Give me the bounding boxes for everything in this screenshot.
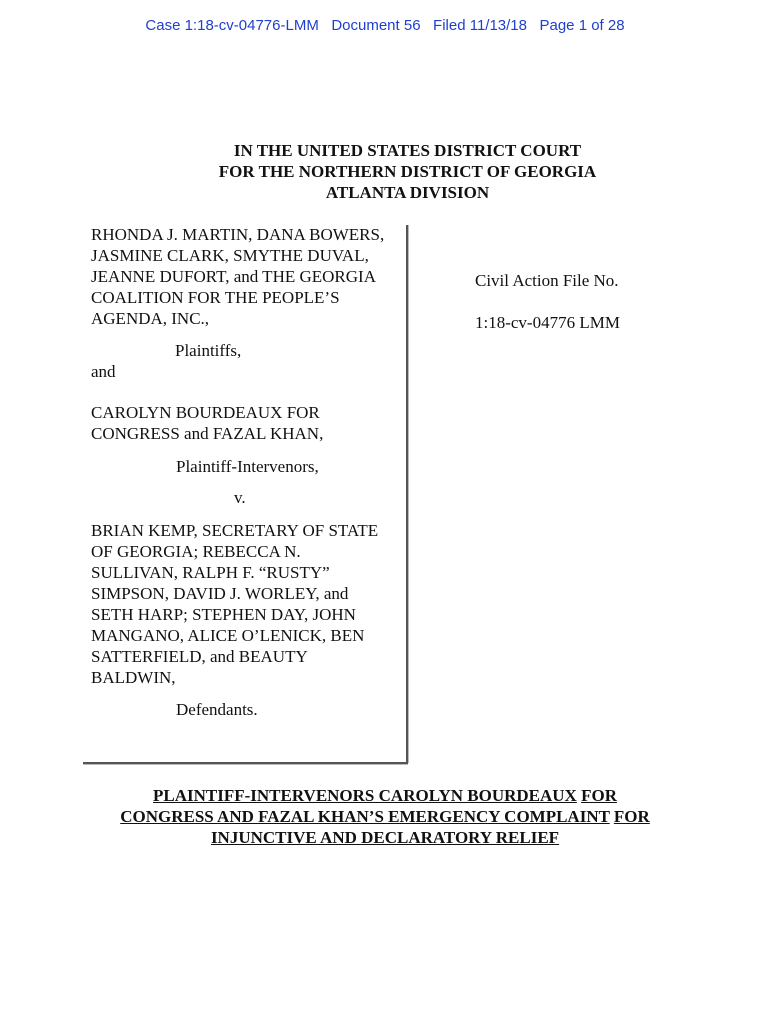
- plaintiffs-line: JEANNE DUFORT, and THE GEORGIA: [91, 267, 376, 286]
- plaintiffs-label: Plaintiffs,: [175, 341, 242, 360]
- title-line-2-main: CONGRESS AND FAZAL KHAN’S EMERGENCY COMPLAINT: [120, 807, 610, 826]
- defendants-line: BRIAN KEMP, SECRETARY OF STATE: [91, 521, 379, 540]
- intervenors-label: Plaintiff-Intervenors,: [176, 457, 319, 476]
- court-heading-line-1: IN THE UNITED STATES DISTRICT COURT: [233, 141, 582, 160]
- plaintiffs-line: RHONDA J. MARTIN, DANA BOWERS,: [91, 225, 385, 244]
- caption-horizontal-rule: [83, 762, 408, 764]
- title-line-3-main: INJUNCTIVE AND DECLARATORY RELIEF: [210, 828, 560, 847]
- caption-vertical-rule: [406, 225, 408, 763]
- ecf-filing-header: Case 1:18-cv-04776-LMM Document 56 Filed 11/13/18 Page 1 of 28: [145, 17, 625, 34]
- plaintiffs-line: AGENDA, INC.,: [91, 309, 210, 328]
- defendants-line: BALDWIN,: [91, 668, 176, 687]
- court-heading-line-3: ATLANTA DIVISION: [325, 183, 490, 202]
- defendants-line: SULLIVAN, RALPH F. “RUSTY”: [91, 563, 330, 582]
- court-heading: [0, 140, 770, 203]
- defendants-line: SETH HARP; STEPHEN DAY, JOHN: [91, 605, 356, 624]
- intervenors-line: CAROLYN BOURDEAUX FOR: [91, 403, 320, 422]
- civil-action-label: Civil Action File No.: [475, 271, 619, 290]
- plaintiffs-line: COALITION FOR THE PEOPLE’S: [91, 288, 340, 307]
- case-number: 1:18-cv-04776 LMM: [475, 313, 620, 332]
- and-connector: and: [91, 362, 116, 381]
- defendants-line: SIMPSON, DAVID J. WORLEY, and: [91, 584, 349, 603]
- versus: v.: [234, 488, 246, 507]
- plaintiffs-block: [91, 224, 406, 329]
- title-line-1: [0, 785, 770, 806]
- intervenors-line: CONGRESS and FAZAL KHAN,: [91, 424, 324, 443]
- document-title: [0, 785, 770, 848]
- title-line-2: [0, 806, 770, 827]
- case-caption-parties: [91, 224, 406, 720]
- defendants-line: OF GEORGIA; REBECCA N.: [91, 542, 301, 561]
- title-line-1-main: PLAINTIFF-INTERVENORS CAROLYN BOURDEAUX: [153, 786, 577, 805]
- court-heading-line-2: FOR THE NORTHERN DISTRICT OF GEORGIA: [218, 162, 597, 181]
- defendants-block: [91, 520, 406, 688]
- title-line-3: [0, 827, 770, 848]
- defendants-line: MANGANO, ALICE O’LENICK, BEN: [91, 626, 365, 645]
- intervenors-block: [91, 402, 406, 444]
- case-number-block: [475, 270, 620, 333]
- plaintiffs-line: JASMINE CLARK, SMYTHE DUVAL,: [91, 246, 369, 265]
- defendants-label: Defendants.: [176, 700, 258, 719]
- defendants-line: SATTERFIELD, and BEAUTY: [91, 647, 308, 666]
- title-line-1-for: FOR: [581, 786, 617, 805]
- title-line-2-for: FOR: [613, 807, 650, 826]
